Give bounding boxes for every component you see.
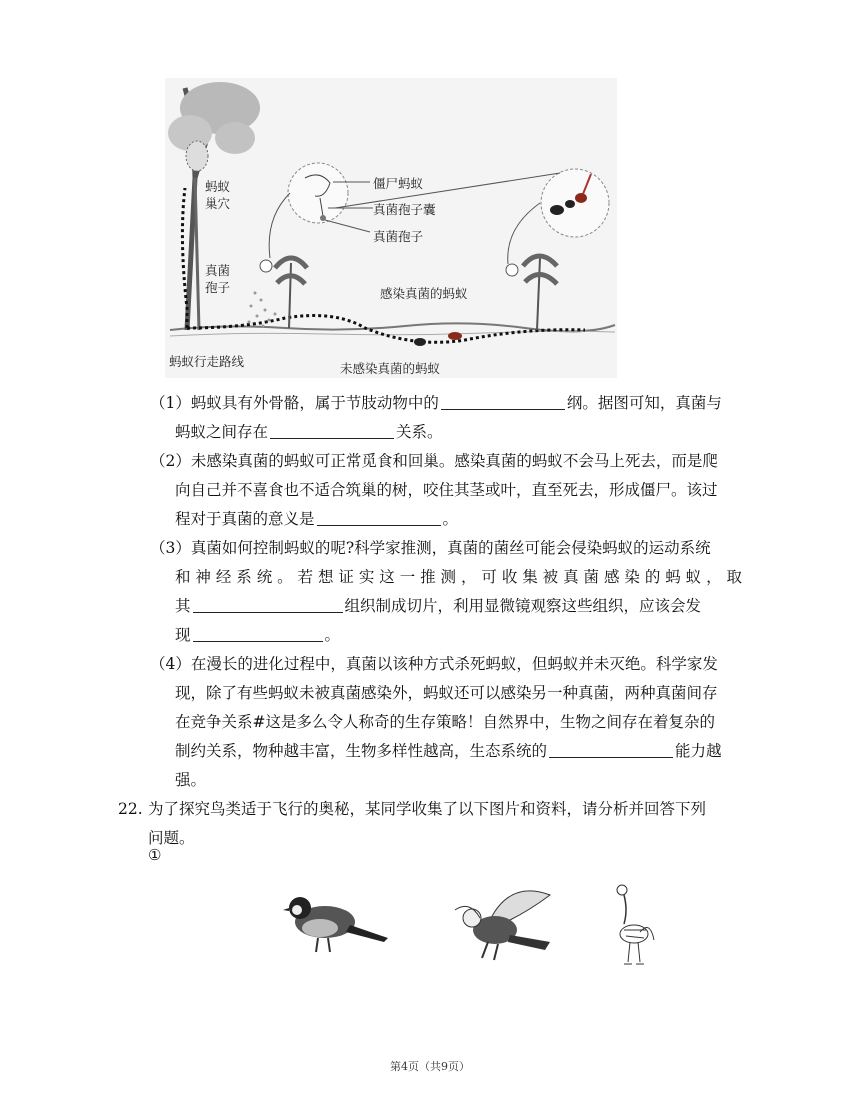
question-1: （1）蚂蚁具有外骨骼，属于节肢动物中的 纲。据图可知，真菌与 蚂蚁之间存在 关系。: [150, 394, 722, 441]
page-footer: 第4页（共9页）: [390, 1060, 470, 1073]
bird-images: [280, 880, 680, 975]
label-path: 蚂蚁行走路线: [169, 354, 245, 369]
answer-blank-4[interactable]: [549, 741, 673, 758]
bird-flying-image: [455, 891, 550, 960]
label-nest-2: 巢穴: [205, 196, 231, 211]
question-22-number: 22.: [118, 800, 143, 818]
answer-blank-2[interactable]: [317, 509, 441, 526]
label-infected-ant: 感染真菌的蚂蚁: [380, 286, 468, 301]
bird-skeleton-image: [617, 885, 654, 964]
answer-blank-1a[interactable]: [441, 393, 565, 410]
uninfected-ant-icon: [414, 338, 426, 346]
label-nest-1: 蚂蚁: [205, 179, 231, 194]
item-marker: ①: [148, 846, 162, 864]
label-zombie-ant: 僵尸蚂蚁: [373, 176, 424, 191]
answer-blank-3a[interactable]: [193, 596, 343, 613]
label-spore-small: 真菌孢子: [373, 229, 424, 244]
label-spore-left-1: 真菌: [205, 263, 231, 278]
bird-perched-image: [283, 897, 388, 952]
zoom-circle-right: [541, 169, 609, 237]
question-22: 为了探究鸟类适于飞行的奥秘，某同学收集了以下图片和资料，请分析并回答下列 问题。: [148, 800, 707, 847]
question-4: （4）在漫长的进化过程中，真菌以该种方式杀死蚂蚁，但蚂蚁并未灭绝。科学家发 现，除了有些蚂蚁未被真菌感染外，蚂蚁还可以感染另一种真菌，两种真菌间存 在竞争关系#这是多么令人称奇的生存策略！自然界中，生物之间存在着复杂的 制约关系，物种越丰富，生物多样性越高，生态系统的 能力越 强。: [150, 655, 722, 789]
question-3: （3）真菌如何控制蚂蚁的呢?科学家推测，真菌的菌丝可能会侵染蚂蚁的运动系统 和 神 经 系 统 。 若 想 证 实 这 一 推 测 ， 可 收 集 被 真 菌 感 染 的 蚂 蚁 ， 取 其 组织制成切片，利用显微镜观察这些组织，应该会发 现 。: [150, 539, 743, 644]
bird-svg: [280, 880, 680, 975]
ant-nest: [186, 141, 208, 171]
label-sporangium: 真菌孢子囊: [373, 202, 436, 217]
zoom-circle-left: [288, 163, 348, 223]
ant-fungus-diagram: [165, 78, 617, 378]
answer-blank-1b[interactable]: [270, 422, 394, 439]
label-spore-left-2: 孢子: [205, 280, 231, 295]
answer-blank-3b[interactable]: [193, 625, 323, 642]
label-uninfected-ant: 未感染真菌的蚂蚁: [340, 361, 441, 376]
diagram-svg: [165, 78, 617, 378]
infected-ant-icon: [448, 332, 462, 340]
question-2: （2）未感染真菌的蚂蚁可正常觅食和回巢。感染真菌的蚂蚁不会马上死去，而是爬 向自己并不喜食也不适合筑巢的树，咬住其茎或叶，直至死去，形成僵尸。该过 程对于真菌的意义是 。: [150, 452, 718, 528]
